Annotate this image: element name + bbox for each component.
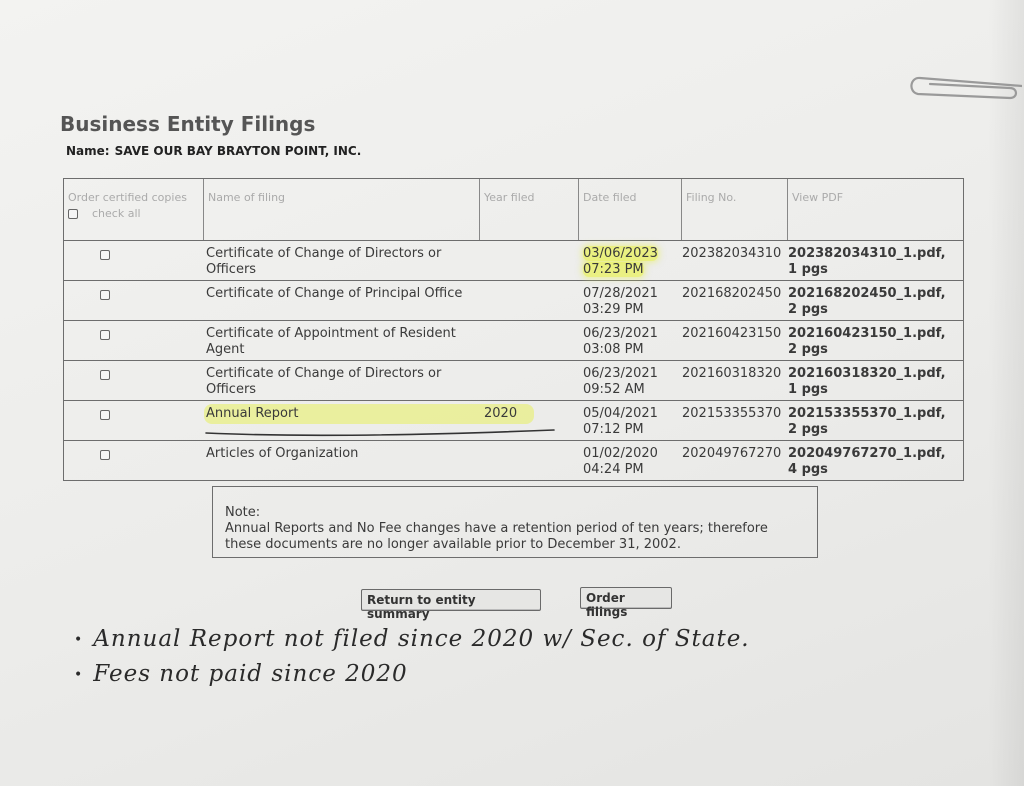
filing-date: 07/28/2021 [583, 286, 658, 301]
bullet-icon: • [74, 632, 84, 648]
pdf-pages: 1 pgs [788, 382, 828, 397]
filing-time: 03:08 PM [583, 342, 644, 357]
order-checkbox[interactable] [100, 410, 110, 420]
pdf-link[interactable] [788, 281, 963, 320]
table-row [64, 281, 963, 321]
pdf-pages: 4 pgs [788, 462, 828, 477]
filing-year [484, 321, 579, 360]
order-checkbox[interactable] [100, 450, 110, 460]
filing-number: 202160318320 [682, 366, 782, 381]
pdf-link[interactable] [788, 361, 963, 400]
pdf-pages: 2 pgs [788, 302, 828, 317]
table-row [64, 441, 963, 480]
filing-time: 07:12 PM [583, 422, 644, 437]
order-checkbox[interactable] [100, 250, 110, 260]
handwritten-text-2: Fees not paid since 2020 [93, 661, 408, 687]
filing-date: 06/23/2021 [583, 326, 658, 341]
filing-name: Certificate of Change of Directors or Officers [206, 246, 442, 277]
filing-year [484, 281, 579, 320]
pdf-link[interactable] [788, 241, 963, 280]
filing-name: Certificate of Change of Directors or Officers [206, 366, 442, 397]
filing-date: 06/23/2021 [583, 366, 658, 381]
pdf-pages: 2 pgs [788, 342, 828, 357]
filing-date: 05/04/2021 [583, 406, 658, 421]
filing-year: 2020 [484, 406, 518, 421]
filing-number: 202168202450 [682, 286, 782, 301]
filing-year [484, 441, 579, 480]
filing-year [484, 241, 579, 280]
table-row [64, 241, 963, 281]
pdf-link[interactable] [788, 321, 963, 360]
table-header-row [64, 179, 963, 241]
table-row [64, 321, 963, 361]
header-date: Date filed [579, 179, 682, 240]
paper-edge-shadow [988, 0, 1024, 786]
pdf-pages: 2 pgs [788, 422, 828, 437]
bullet-icon: • [74, 667, 84, 683]
entity-name-line [66, 144, 361, 158]
note-line-2: these documents are no longer available prior to December 31, 2002. [225, 537, 681, 552]
handwritten-note-2 [74, 661, 408, 687]
filing-name: Annual Report [206, 406, 299, 421]
table-row [64, 361, 963, 401]
entity-name-value: SAVE OUR BAY BRAYTON POINT, INC. [114, 144, 362, 158]
pdf-pages: 1 pgs [788, 262, 828, 277]
pdf-link[interactable] [788, 441, 963, 480]
filing-name: Articles of Organization [206, 446, 359, 461]
header-year: Year filed [480, 179, 579, 240]
filings-table [63, 178, 964, 481]
check-all-control[interactable] [68, 206, 199, 221]
entity-name-label: Name: [66, 144, 110, 158]
header-view-pdf: View PDF [792, 191, 844, 204]
pdf-filename[interactable]: 202049767270_1.pdf, [788, 446, 946, 461]
order-filings-button[interactable]: Order filings [580, 587, 672, 609]
header-order-copies [64, 179, 204, 240]
handwritten-note-1 [74, 626, 750, 652]
filing-date: 03/06/2023 [583, 246, 658, 261]
order-checkbox[interactable] [100, 370, 110, 380]
filing-time: 03:29 PM [583, 302, 644, 317]
pdf-filename[interactable]: 202160423150_1.pdf, [788, 326, 946, 341]
page-title: Business Entity Filings [60, 112, 316, 136]
order-checkbox[interactable] [100, 290, 110, 300]
check-all-checkbox[interactable] [68, 209, 78, 219]
filing-date: 01/02/2020 [583, 446, 658, 461]
filing-number: 202382034310 [682, 246, 782, 261]
table-row [64, 401, 963, 441]
header-name: Name of filing [204, 179, 480, 240]
note-title: Note: [225, 505, 261, 520]
paperclip-icon [906, 70, 1022, 102]
retention-note [212, 486, 818, 558]
filing-time: 04:24 PM [583, 462, 644, 477]
pdf-filename[interactable]: 202168202450_1.pdf, [788, 286, 946, 301]
handwritten-text-1: Annual Report not filed since 2020 w/ Sec. of State. [93, 626, 750, 652]
filing-name: Certificate of Appointment of Resident Agent [206, 326, 456, 357]
filing-number: 202160423150 [682, 326, 782, 341]
pdf-link[interactable] [788, 401, 963, 440]
pdf-filename[interactable]: 202160318320_1.pdf, [788, 366, 946, 381]
filing-year [484, 361, 579, 400]
filing-number: 202049767270 [682, 446, 782, 461]
filing-time: 07:23 PM [583, 262, 644, 277]
filing-time: 09:52 AM [583, 382, 645, 397]
filing-name: Certificate of Change of Principal Office [206, 286, 463, 301]
header-order-label: Order certified copies [68, 191, 187, 204]
check-all-label[interactable]: check all [92, 207, 141, 220]
order-checkbox[interactable] [100, 330, 110, 340]
return-to-summary-button[interactable]: Return to entity summary [361, 589, 541, 611]
header-filing-no: Filing No. [682, 179, 788, 240]
filing-number: 202153355370 [682, 406, 782, 421]
pdf-filename[interactable]: 202153355370_1.pdf, [788, 406, 946, 421]
pdf-filename[interactable]: 202382034310_1.pdf, [788, 246, 946, 261]
note-line-1: Annual Reports and No Fee changes have a retention period of ten years; therefore [225, 521, 768, 536]
